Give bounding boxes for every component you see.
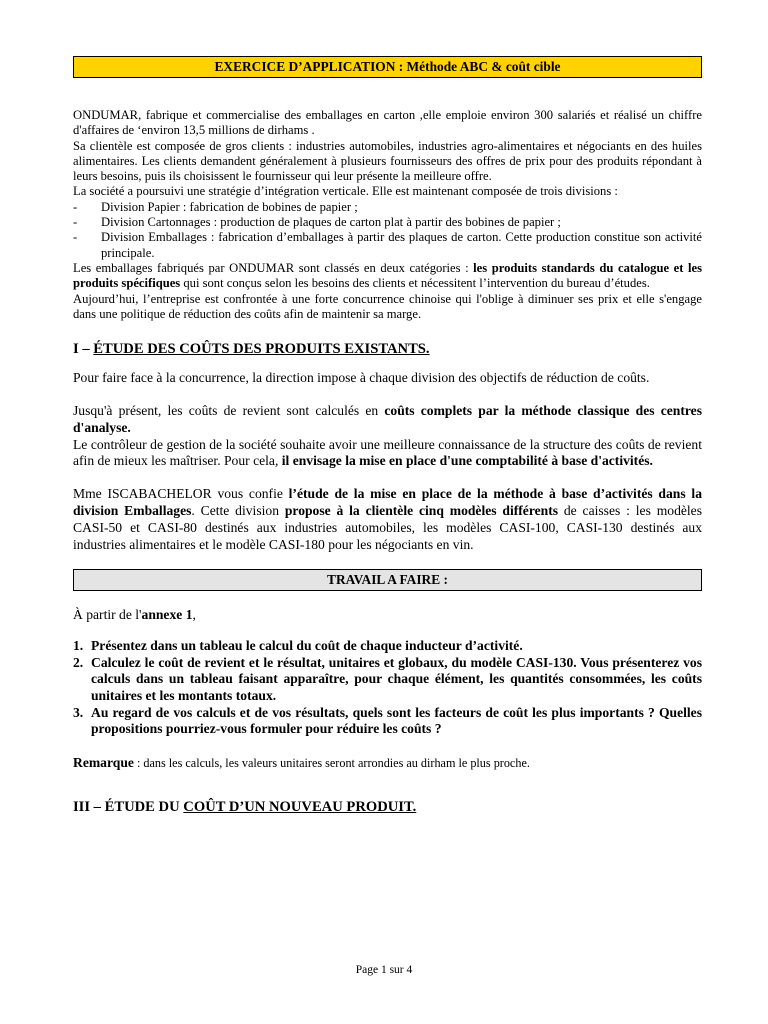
- section-1-paragraph-4: [73, 486, 702, 553]
- list-item: [73, 655, 702, 705]
- question-number: 2.: [73, 654, 84, 670]
- bold-text: il envisage la mise en place d'une comptabilité à base d'activités.: [281, 453, 653, 469]
- section-1-paragraph-3: [73, 437, 702, 471]
- text-span: Le contrôleur de gestion de la société souhaite avoir une meilleure connaissance de la structure des coûts de revient afin de mieux les maîtriser. Pour cela,: [73, 436, 702, 469]
- text-span: À partir de l': [73, 607, 142, 623]
- text-span: Jusqu'à présent, les coûts de revient sont calculés en: [73, 402, 385, 418]
- intro-paragraph-4: [73, 261, 702, 292]
- text-span: . Cette division: [191, 502, 285, 518]
- list-item: - Division Emballages : fabrication d’emballages à partir des plaques de carton. Cette production constitue son activité principale.: [73, 230, 702, 261]
- text-span: Les emballages fabriqués par ONDUMAR sont classés en deux catégories :: [73, 260, 474, 275]
- bold-text: coûts complets par la méthode classique des centres d'analyse.: [73, 402, 702, 435]
- intro-paragraph-1: ONDUMAR, fabrique et commercialise des emballages en carton ,elle emploie environ 300 salariés et réalisé un chiffre d'affaires de ‘environ 13,5 millions de dirhams .: [73, 108, 702, 138]
- bold-text: les produits standards du catalogue et les produits spécifiques: [73, 260, 702, 291]
- section-1-paragraph-2: [73, 403, 702, 437]
- intro-paragraph-5: Aujourd’hui, l’entreprise est confrontée à une forte concurrence chinoise qui l'oblige à diminuer ses prix et elle s'engage dans une politique de réduction des coûts afin de maintenir sa marge.: [73, 291, 702, 321]
- section-title: COÛT D’UN NOUVEAU PRODUIT.: [183, 798, 417, 815]
- questions-list: [73, 638, 702, 738]
- list-item: [73, 705, 702, 738]
- text-span: ,: [192, 607, 196, 623]
- exercise-title: EXERCICE D’APPLICATION : Méthode ABC & coût cible: [73, 56, 702, 78]
- section-prefix: I –: [73, 341, 94, 358]
- question-text: Au regard de vos calculs et de vos résultats, quels sont les facteurs de coût les plus importants ? Quelles propositions pourriez-vous formuler pour réduire les coûts ?: [91, 704, 702, 737]
- remark-text: : dans les calculs, les valeurs unitaires seront arrondies au dirham le plus proche.: [133, 755, 530, 770]
- page-number: Page 1 sur 4: [355, 964, 413, 976]
- section-3-heading: [73, 798, 702, 816]
- section-1-heading: [73, 340, 702, 358]
- divisions-list: [73, 200, 702, 261]
- intro-paragraph-2: Sa clientèle est composée de gros clients : industries automobiles, industries agro-alimentaires et négociants en des huiles alimentaires. Les clients demandent généralement à plusieurs fournisseurs des offres de prix pour des produits répondant à leurs besoins, puis ils choisissent le fournisseur qui leur présente la meilleure offre.: [73, 138, 702, 184]
- remark: [73, 754, 702, 772]
- remark-label: Remarque: [73, 754, 134, 770]
- task-lead: [73, 607, 702, 624]
- question-number: 3.: [73, 704, 84, 720]
- list-item: - Division Papier : fabrication de bobines de papier ;: [73, 200, 702, 215]
- list-item: - Division Cartonnages : production de plaques de carton plat à partir des bobines de papier ;: [73, 215, 702, 230]
- section-title: ÉTUDE DES COÛTS DES PRODUITS EXISTANTS.: [93, 341, 430, 358]
- question-text: Présentez dans un tableau le calcul du coût de chaque inducteur d’activité.: [91, 638, 523, 654]
- text-span: Mme ISCABACHELOR vous confie: [73, 486, 289, 502]
- text-span: de caisses : les modèles CASI-50 et CASI-80 destinés aux industries automobiles, les modèles CASI-100, CASI-130 destinés aux industries alimentaires et le modèle CASI-180 pour les négociants en vin.: [73, 502, 703, 552]
- question-number: 1.: [73, 638, 84, 654]
- text-span: qui sont conçus selon les besoins des clients et nécessitent l’intervention du bureau d’études.: [180, 276, 650, 291]
- intro-paragraph-3: La société a poursuivi une stratégie d’intégration verticale. Elle est maintenant composée de trois divisions :: [73, 184, 618, 199]
- document-page: [73, 56, 702, 816]
- section-1-paragraph-1: Pour faire face à la concurrence, la direction impose à chaque division des objectifs de réduction de coûts.: [73, 370, 650, 386]
- list-item: [73, 638, 702, 655]
- task-title: TRAVAIL A FAIRE :: [73, 569, 702, 591]
- question-text: Calculez le coût de revient et le résultat, unitaires et globaux, du modèle CASI-130. Vous présenterez vos calculs dans un tableau faisant apparaître, pour chaque élément, les quantités consommées, les coûts unitaires et les montants totaux.: [91, 654, 702, 703]
- section-prefix: III – ÉTUDE DU: [73, 798, 184, 815]
- section-1-body: [73, 370, 702, 553]
- bold-text: l’étude de la mise en place de la méthode à base d’activités dans la division Emballages: [73, 486, 702, 518]
- intro-section: [73, 108, 702, 322]
- bold-text: annexe 1: [141, 607, 193, 623]
- bold-text: propose à la clientèle cinq modèles différents: [284, 502, 559, 518]
